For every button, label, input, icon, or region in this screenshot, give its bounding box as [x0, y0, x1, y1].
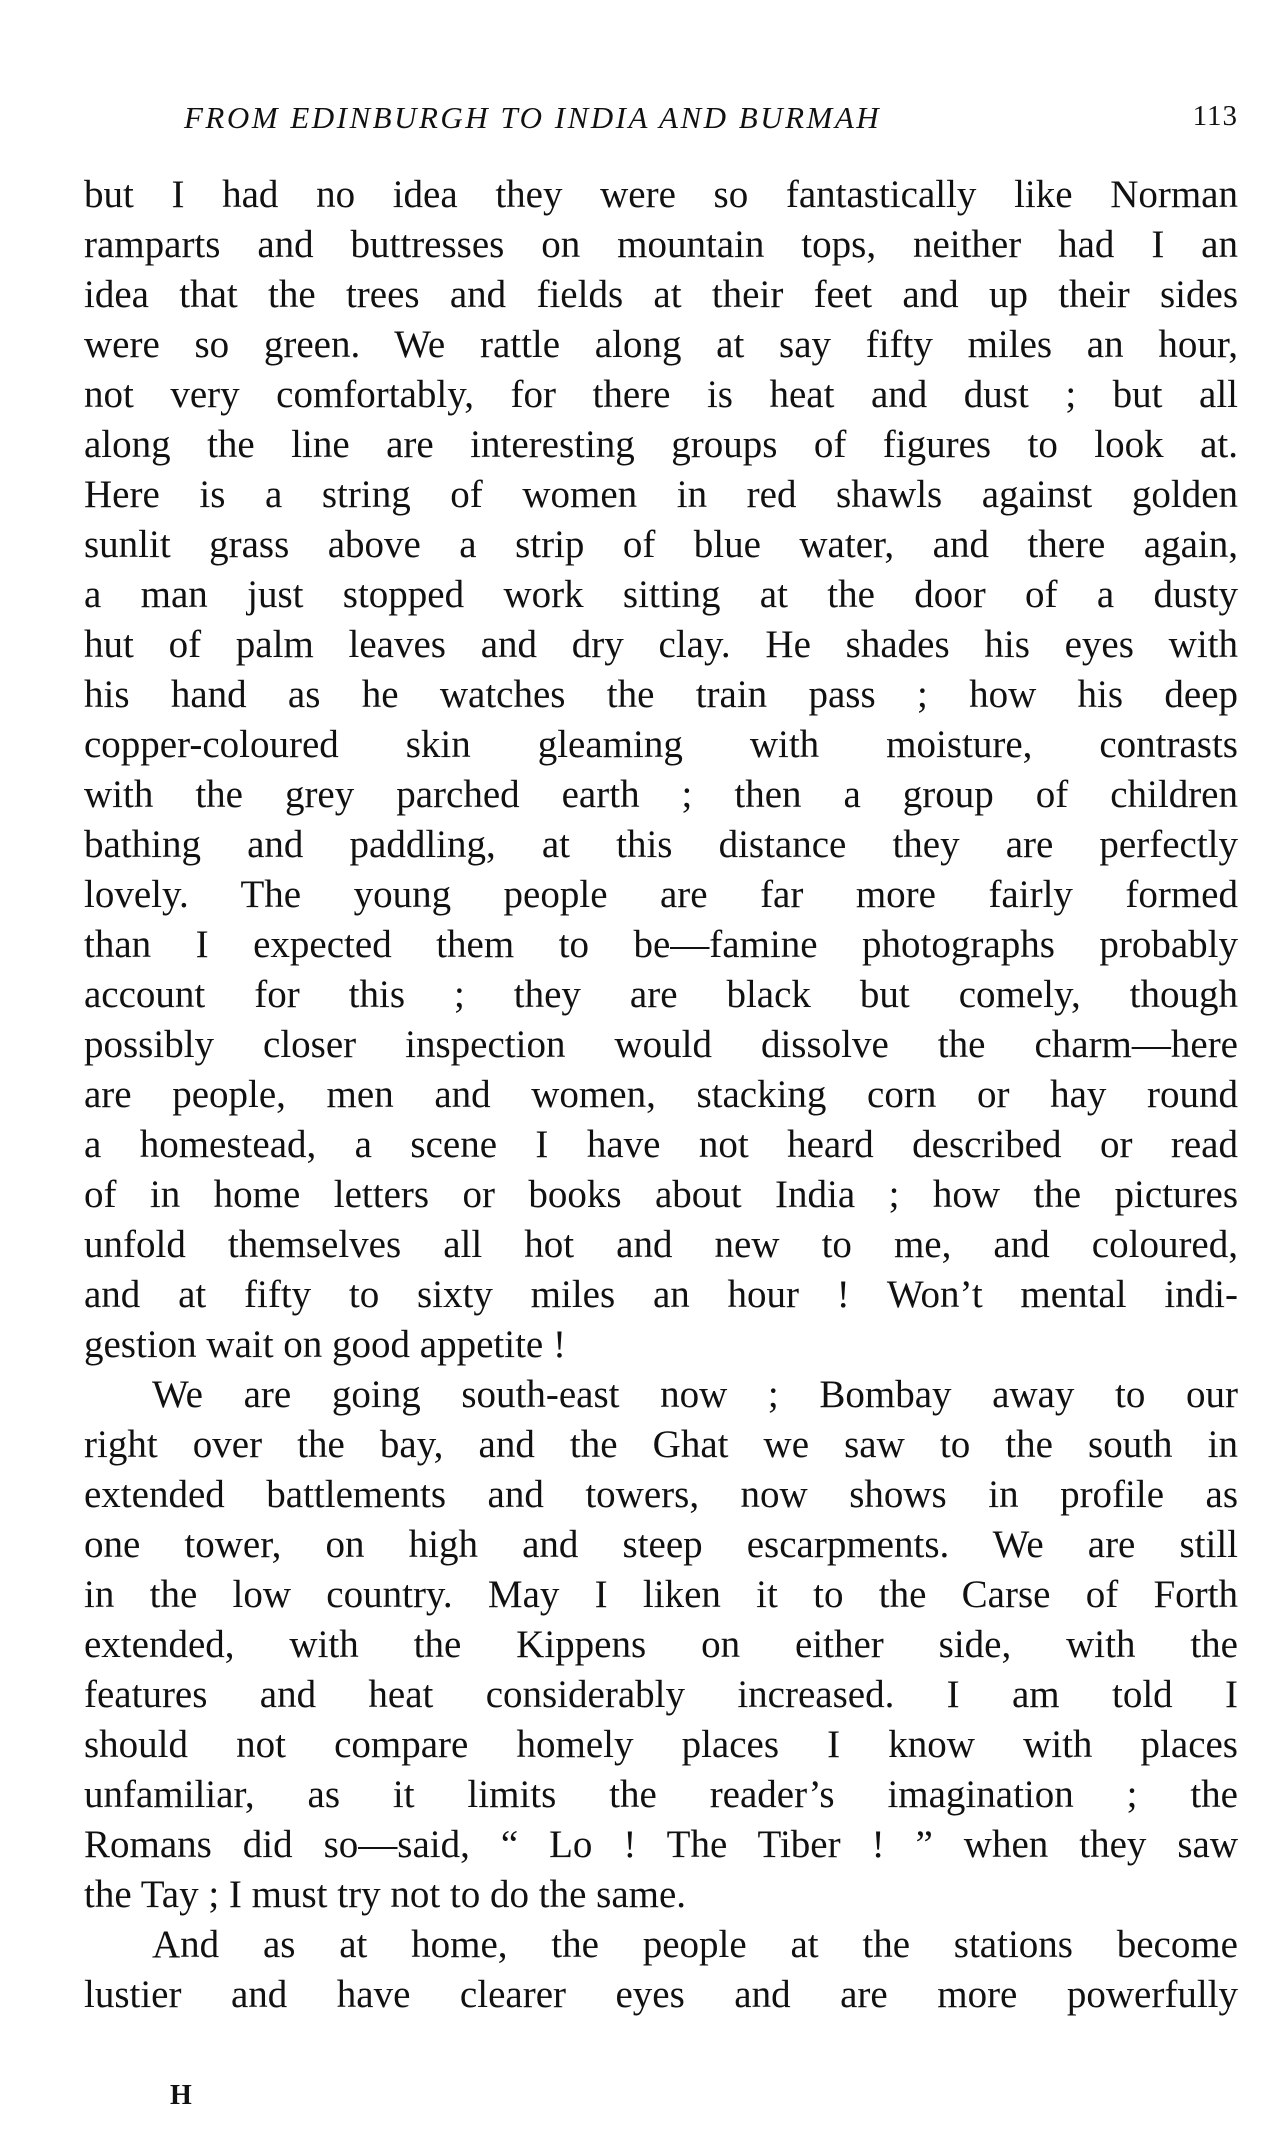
body-text — [84, 170, 1238, 2020]
text-line: idea that the trees and fields at their feet and up their sides — [84, 273, 1238, 316]
text-line: with the grey parched earth ; then a group of children — [84, 773, 1238, 816]
paragraph-first-line: We are going south-east now ; Bombay away to our — [152, 1373, 1238, 1416]
text-line: than I expected them to be—famine photographs probably — [84, 923, 1238, 966]
text-line: in the low country. May I liken it to the Carse of Forth — [84, 1573, 1238, 1616]
text-line: were so green. We rattle along at say fifty miles an hour, — [84, 323, 1238, 366]
text-line: right over the bay, and the Ghat we saw to the south in — [84, 1423, 1238, 1466]
text-line: lovely. The young people are far more fairly formed — [84, 873, 1238, 916]
text-line: sunlit grass above a strip of blue water, and there again, — [84, 523, 1238, 566]
text-line: Romans did so—said, “ Lo ! The Tiber ! ” when they saw — [84, 1823, 1238, 1866]
running-head — [84, 100, 1238, 140]
text-line: account for this ; they are black but comely, though — [84, 973, 1238, 1016]
paragraph-last-line: gestion wait on good appetite ! — [84, 1323, 566, 1366]
text-line: extended battlements and towers, now shows in profile as — [84, 1473, 1238, 1516]
text-line: ramparts and buttresses on mountain tops, neither had I an — [84, 223, 1238, 266]
text-line: unfamiliar, as it limits the reader’s imagination ; the — [84, 1773, 1238, 1816]
text-line: a man just stopped work sitting at the door of a dusty — [84, 573, 1238, 616]
text-line: one tower, on high and steep escarpments. We are still — [84, 1523, 1238, 1566]
text-line: but I had no idea they were so fantastically like Norman — [84, 173, 1238, 216]
text-line: hut of palm leaves and dry clay. He shades his eyes with — [84, 623, 1238, 666]
text-line: extended, with the Kippens on either side, with the — [84, 1623, 1238, 1666]
text-line: are people, men and women, stacking corn or hay round — [84, 1073, 1238, 1116]
text-line: features and heat considerably increased. I am told I — [84, 1673, 1238, 1716]
text-line: Here is a string of women in red shawls against golden — [84, 473, 1238, 516]
text-line: a homestead, a scene I have not heard described or read — [84, 1123, 1238, 1166]
text-line: unfold themselves all hot and new to me, and coloured, — [84, 1223, 1238, 1266]
text-line: bathing and paddling, at this distance they are perfectly — [84, 823, 1238, 866]
text-line: possibly closer inspection would dissolve the charm—here — [84, 1023, 1238, 1066]
text-line: and at fifty to sixty miles an hour ! Won’t mental indi- — [84, 1273, 1238, 1316]
text-line: of in home letters or books about India ; how the pictures — [84, 1173, 1238, 1216]
running-title: FROM EDINBURGH TO INDIA AND BURMAH — [184, 100, 882, 135]
page-number: 113 — [1192, 100, 1238, 132]
paragraph-last-line: the Tay ; I must try not to do the same. — [84, 1873, 687, 1916]
text-line: not very comfortably, for there is heat and dust ; but all — [84, 373, 1238, 416]
text-line: should not compare homely places I know with places — [84, 1723, 1238, 1766]
paragraph-first-line: And as at home, the people at the stations become — [152, 1923, 1238, 1966]
signature-mark: H — [170, 2080, 192, 2111]
text-line: copper-coloured skin gleaming with moisture, contrasts — [84, 723, 1238, 766]
text-line: his hand as he watches the train pass ; how his deep — [84, 673, 1238, 716]
text-line: along the line are interesting groups of figures to look at. — [84, 423, 1238, 466]
text-line: lustier and have clearer eyes and are more powerfully — [84, 1973, 1238, 2016]
